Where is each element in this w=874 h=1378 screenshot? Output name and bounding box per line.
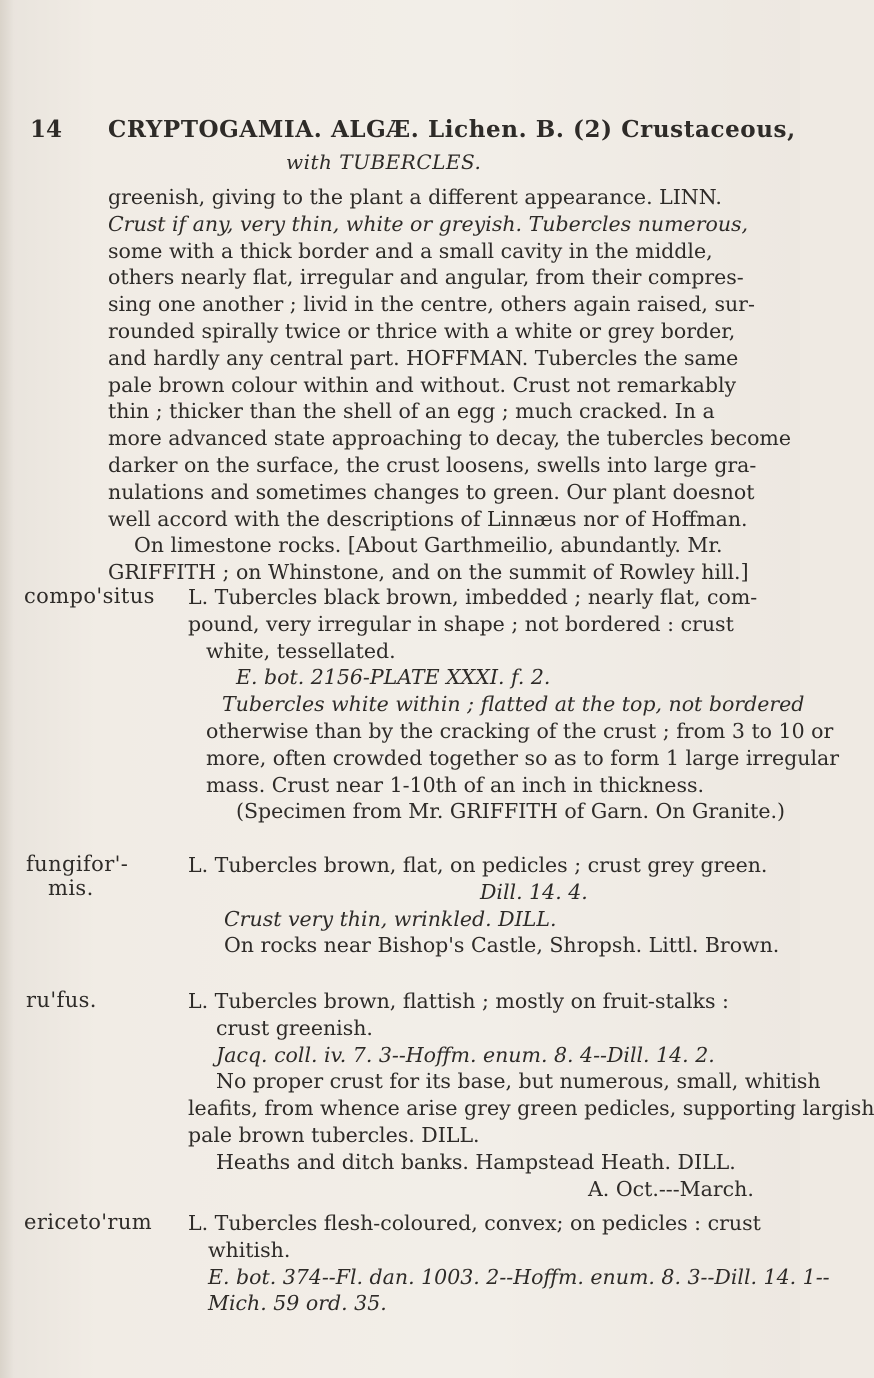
locality-line: On rocks near Bishop's Castle, Shropsh. Littl. Brown. (224, 933, 780, 958)
text-line: greenish, giving to the plant a different appearance. LINN. (108, 185, 722, 209)
reference-line: Dill. 14. 4. (480, 879, 588, 904)
species-label-rufus: ru'fus. (26, 988, 97, 1012)
species-label-line: mis. (48, 876, 94, 900)
entry-ericetorum (188, 1210, 830, 1317)
diagnosis-line: L. Tubercles flesh-coloured, convex; on pedicles : crust (188, 1211, 761, 1235)
description-line: Crust very thin, wrinkled. DILL. (224, 906, 557, 931)
description-line: mass. Crust near 1-10th of an inch in thickness. (206, 772, 704, 797)
text-line: others nearly flat, irregular and angular, from their compres- (108, 265, 744, 290)
description-line: No proper crust for its base, but numerous, small, whitish (216, 1069, 821, 1094)
reference-line: E. bot. 374--Fl. dan. 1003. 2--Hoffm. enum. 8. 3--Dill. 14. 1-- (208, 1264, 830, 1289)
reference-line: Jacq. coll. iv. 7. 3--Hoffm. enum. 8. 4--Dill. 14. 2. (216, 1042, 715, 1067)
text-line: some with a thick border and a small cavity in the middle, (108, 238, 713, 263)
text-line: rounded spirally twice or thrice with a white or grey border, (108, 318, 736, 343)
description-line: more, often crowded together so as to form 1 large irregular (206, 745, 840, 770)
text-line: pale brown colour within and without. Crust not remarkably (108, 372, 737, 397)
text-line: well accord with the descriptions of Linnæus nor of Hoffman. (108, 506, 748, 531)
text-line: more advanced state approaching to decay, the tubercles become (108, 426, 791, 451)
species-label-line: fungifor'- (26, 852, 129, 876)
text-line: and hardly any central part. HOFFMAN. Tubercles the same (108, 345, 739, 370)
running-subhead: with TUBERCLES. (286, 150, 482, 174)
diagnosis-line: whitish. (208, 1237, 291, 1262)
description-line: leafits, from whence arise grey green pedicles, supporting largish (188, 1096, 874, 1121)
description-line: otherwise than by the cracking of the crust ; from 3 to 10 or (206, 718, 834, 743)
diagnosis-line: L. Tubercles black brown, imbedded ; nearly flat, com- (188, 585, 758, 609)
diagnosis-line: L. Tubercles brown, flattish ; mostly on fruit-stalks : (188, 989, 729, 1013)
entry-fungiformis (188, 852, 778, 959)
diagnosis-line: L. Tubercles brown, flat, on pedicles ; crust grey green. (188, 853, 768, 877)
page-number: 14 (30, 116, 63, 143)
text-line: thin ; thicker than the shell of an egg ; much cracked. In a (108, 399, 715, 424)
text-line: Crust if any, very thin, white or greyish. Tubercles numerous, (108, 211, 749, 236)
entry-compositus (188, 584, 840, 825)
diagnosis-line: white, tessellated. (206, 638, 396, 663)
spine-shadow (0, 0, 14, 1378)
locality-line: (Specimen from Mr. GRIFFITH of Garn. On Granite.) (236, 799, 786, 824)
reference-line: Mich. 59 ord. 35. (208, 1291, 387, 1316)
text-line: nulations and sometimes changes to green. Our plant doesnot (108, 479, 755, 504)
species-label-fungiformis (26, 852, 128, 900)
diagnosis-line: crust greenish. (216, 1015, 373, 1040)
description-line: pale brown tubercles. DILL. (188, 1122, 480, 1147)
locality-line: Heaths and ditch banks. Hampstead Heath. DILL. (216, 1149, 736, 1174)
diagnosis-line: pound, very irregular in shape ; not bordered : crust (188, 611, 734, 636)
description-line: Tubercles white within ; flatted at the top, not bordered (222, 692, 805, 717)
text-line: GRIFFITH ; on Whinstone, and on the summit of Rowley hill.] (108, 560, 749, 585)
text-line: sing one another ; livid in the centre, others again raised, sur- (108, 292, 755, 317)
reference-line: E. bot. 2156-PLATE XXXI. f. 2. (236, 665, 551, 690)
running-head: CRYPTOGAMIA. ALGÆ. Lichen. B. (2) Crustaceous, (108, 116, 796, 143)
text-line: On limestone rocks. [About Garthmeilio, abundantly. Mr. (134, 533, 723, 558)
species-label-ericetorum: ericeto'rum (24, 1210, 153, 1234)
entry-rufus (188, 988, 874, 1202)
flowering-line: A. Oct.---March. (588, 1176, 754, 1201)
continuation-paragraph (108, 184, 791, 586)
text-line: darker on the surface, the crust loosens, swells into large gra- (108, 452, 757, 477)
species-label-compositus: compo'situs (24, 584, 155, 608)
